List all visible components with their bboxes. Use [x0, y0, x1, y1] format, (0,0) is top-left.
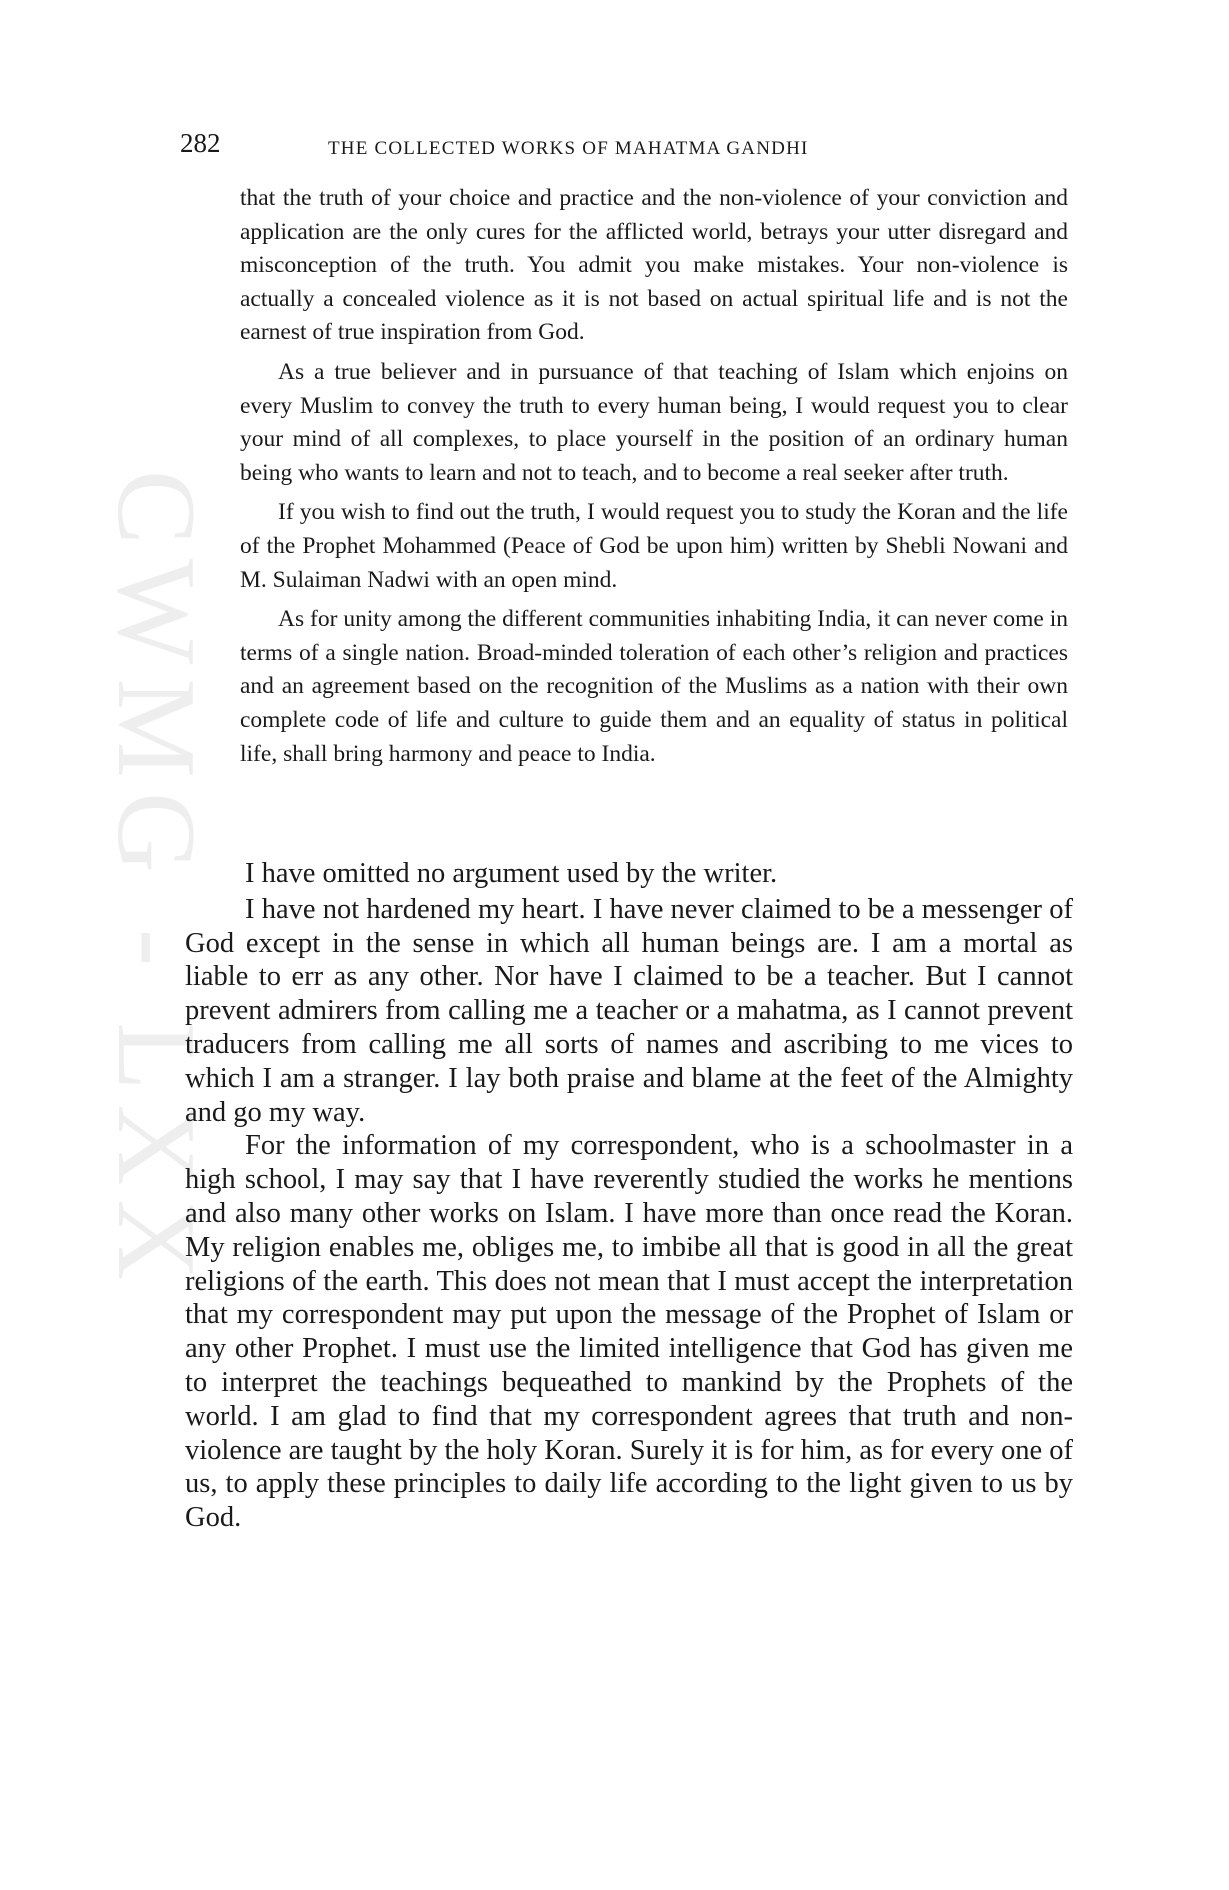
page-number: 282: [180, 128, 221, 158]
page-header: [0, 128, 1229, 168]
body-paragraph: I have omitted no argument used by the writer.: [245, 858, 778, 889]
quoted-letter: [240, 182, 1068, 777]
main-text: [185, 857, 1073, 1535]
running-head: THE COLLECTED WORKS OF MAHATMA GANDHI: [328, 138, 809, 159]
letter-paragraph: If you wish to find out the truth, I would request you to study the Koran and the life of the Prophet Mohammed (Peace of God be upon him) written by Shebli Nowani and M. Sulaiman Nadwi with an open mind.: [240, 499, 1068, 593]
letter-paragraph: As for unity among the different communities inhabiting India, it can never come in terms of a single nation. Broad-minded toleration of each other’s religion and practices and an agreement based on the recognition of the Muslims as a nation with their own complete code of life and culture to guide them and an equality of status in political life, shall bring harmony and peace to India.: [240, 606, 1068, 767]
letter-paragraph: As a true believer and in pursuance of that teaching of Islam which enjoins on every Muslim to convey the truth to every human being, I would request you to clear your mind of all complexes, to place yourself in the position of an ordinary human being who wants to learn and not to teach, and to become a real seeker after truth.: [240, 358, 1068, 486]
body-paragraph: For the information of my correspondent, who is a schoolmaster in a high school, I may say that I have reverently studied the works he mentions and also many other works on Islam. I have more than once read the Koran. My religion enables me, obliges me, to imbibe all that is good in all the great religions of the earth. This does not mean that I must accept the interpretation that my correspondent may put upon the message of the Prophet of Islam or any other Prophet. I must use the limited intelligence that God has given me to interpret the teachings bequeathed to mankind by the Prophets of the world. I am glad to find that my correspondent agrees that truth and nonviolence are taught by the holy Koran. Surely it is for him, as for every one of us, to apply these principles to daily life according to the light given to us by God.: [185, 1130, 1073, 1534]
body-paragraph: I have not hardened my heart. I have never claimed to be a messenger of God except in the sense in which all human beings are. I am a mortal as liable to err as any other. Nor have I claimed to be a teacher. But I cannot prevent admirers from calling me a teacher or a mahatma, as I cannot prevent traducers from calling me all sorts of names and ascribing to me vices to which I am a stranger. I lay both praise and blame at the feet of the Almighty and go my way.: [185, 893, 1073, 1128]
letter-paragraph: that the truth of your choice and practice and the non-violence of your conviction and application are the only cures for the afflicted world, betrays your utter disregard and misconception of the truth. You admit you make mistakes. Your non-violence is actually a concealed violence as it is not based on actual spiritual life and is not the earnest of true inspiration from God.: [240, 185, 1068, 346]
watermark-text: CWMG - LXX: [94, 470, 218, 1295]
